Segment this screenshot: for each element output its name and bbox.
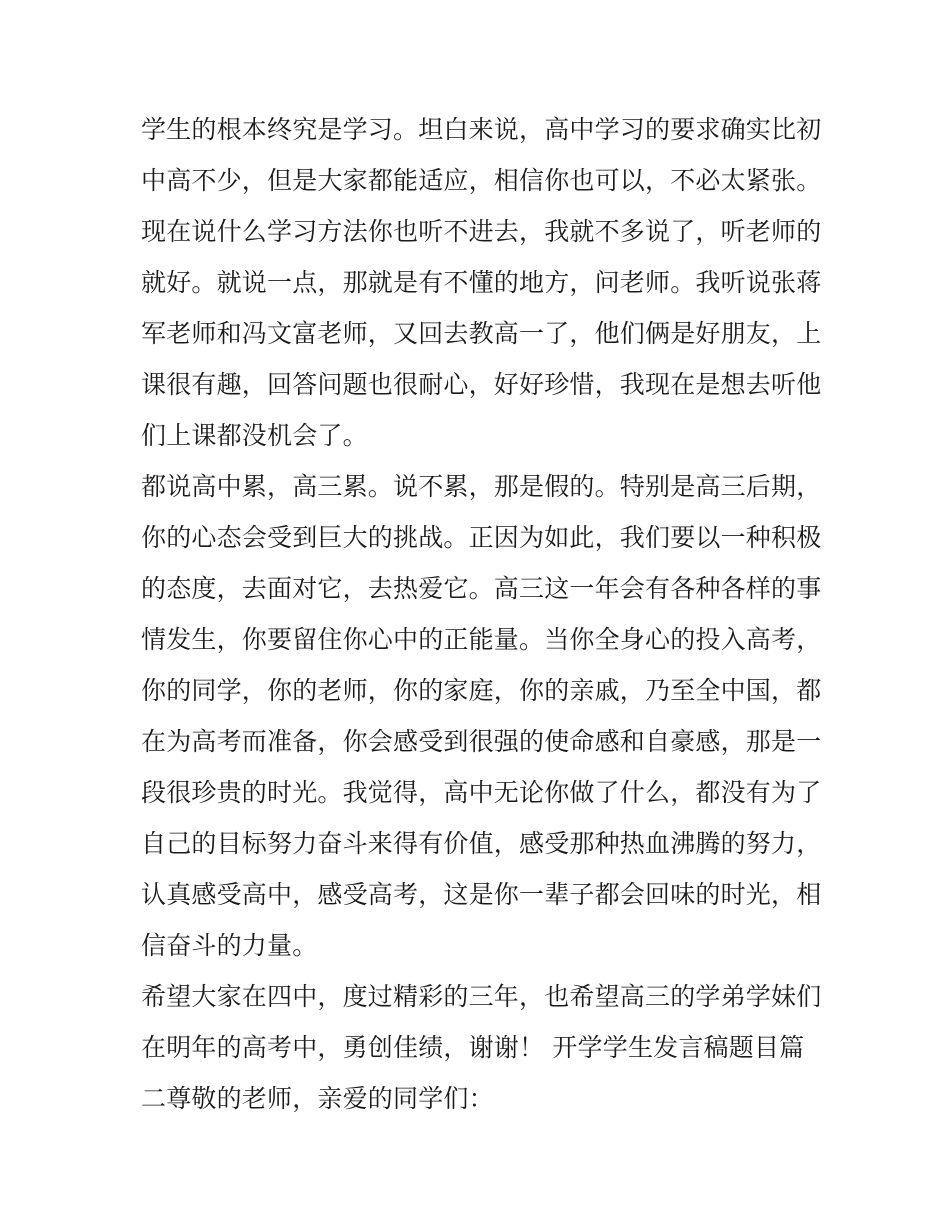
text-line: 段很珍贵的时光。我觉得，高中无论你做了什么，都没有为了: [141, 778, 822, 807]
text-line: 自己的目标努力奋斗来得有价值，感受那种热血沸腾的努力，: [141, 829, 822, 858]
text-line: 就好。就说一点，那就是有不懂的地方，问老师。我听说张蒋: [141, 268, 822, 297]
text-line: 你的同学，你的老师，你的家庭，你的亲戚，乃至全中国，都: [141, 676, 822, 705]
text-line: 都说高中累，高三累。说不累，那是假的。特别是高三后期，: [141, 472, 822, 501]
text-line: 信奋斗的力量。: [141, 931, 318, 960]
text-line: 情发生，你要留住你心中的正能量。当你全身心的投入高考，: [141, 625, 822, 654]
document-body: [141, 104, 822, 1124]
text-line: 希望大家在四中，度过精彩的三年，也希望高三的学弟学妹们: [141, 982, 822, 1011]
text-line: 们上课都没机会了。: [141, 421, 368, 450]
text-line: 你的心态会受到巨大的挑战。正因为如此，我们要以一种积极: [141, 523, 822, 552]
text-line: 在为高考而准备，你会感受到很强的使命感和自豪感，那是一: [141, 727, 822, 756]
text-line: 二尊敬的老师，亲爱的同学们：: [141, 1084, 494, 1113]
text-line: 军老师和冯文富老师，又回去教高一了，他们俩是好朋友，上: [141, 319, 822, 348]
text-line: 现在说什么学习方法你也听不进去，我就不多说了，听老师的: [141, 217, 822, 246]
text-line: 的态度，去面对它，去热爱它。高三这一年会有各种各样的事: [141, 574, 822, 603]
text-line: 中高不少，但是大家都能适应，相信你也可以，不必太紧张。: [141, 166, 822, 195]
text-line: 学生的根本终究是学习。坦白来说，高中学习的要求确实比初: [141, 115, 822, 144]
text-line: 认真感受高中，感受高考，这是你一辈子都会回味的时光，相: [141, 880, 822, 909]
text-line: 课很有趣，回答问题也很耐心，好好珍惜，我现在是想去听他: [141, 370, 822, 399]
text-line: 在明年的高考中，勇创佳绩，谢谢！ 开学学生发言稿题目篇: [141, 1033, 805, 1062]
